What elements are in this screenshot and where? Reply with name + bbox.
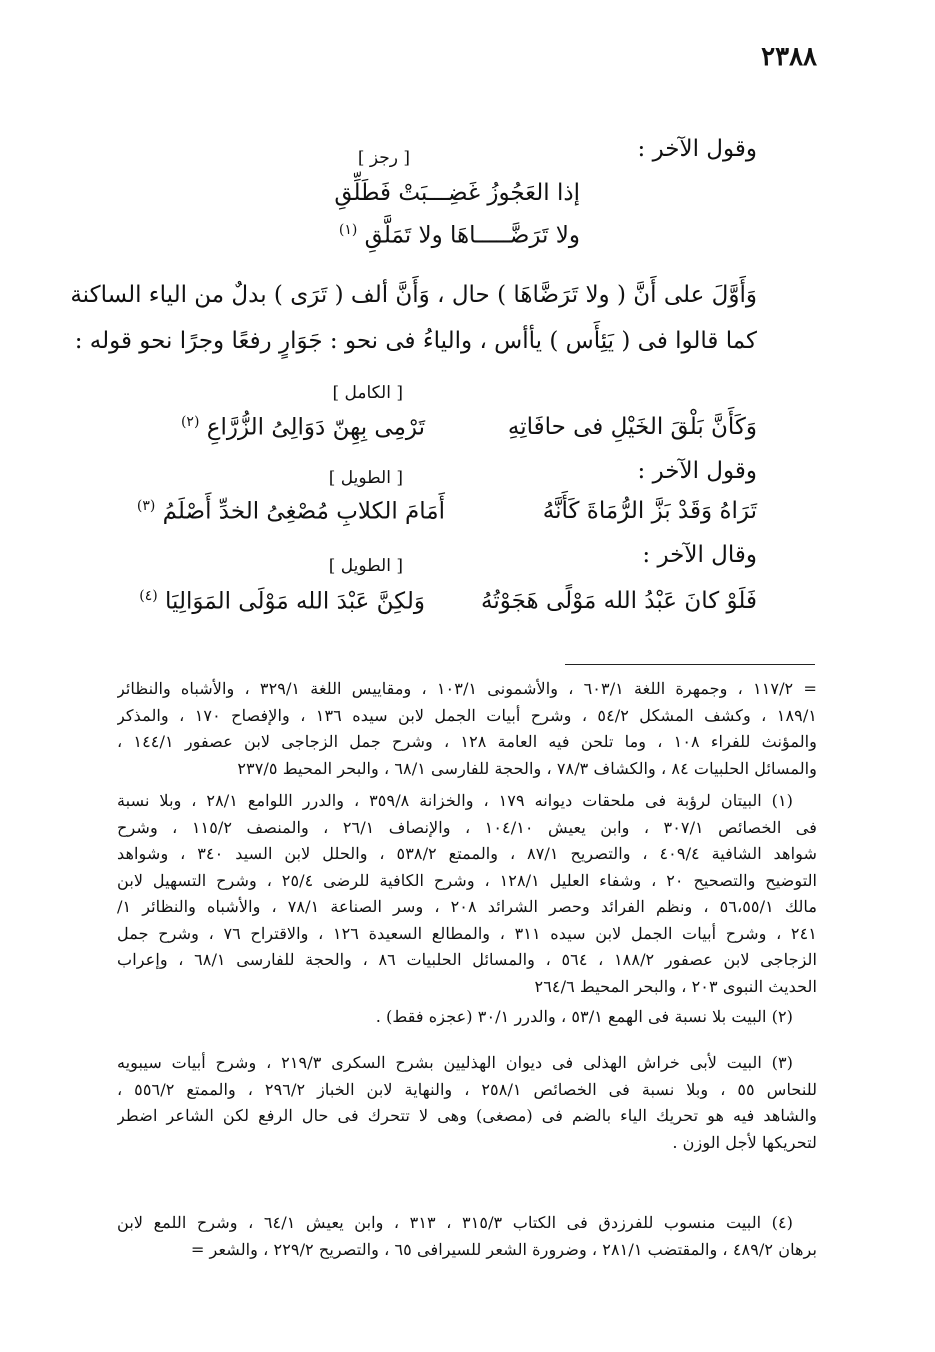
- footnote-line: للنحاس ٥٥ ، وبلا نسبة فى الخصائص ٢٥٨/١ ، والنهاية لابن الخباز ٢٩٦/٢ ، والممتع ٥٥٦/٢ ،: [117, 1079, 817, 1099]
- footnote-line: والمسائل الحلبيات ٨٤ ، والكشاف ٧٨/٣ ، والحجة للفارسى ٦٨/١ ، والبحر المحيط ٢٣٧/٥: [237, 758, 817, 778]
- verse4-hemistich1: فَلَوْ كانَ عَبْدُ الله مَوْلًى هَجَوْتُهُ: [481, 588, 757, 614]
- section1-meter: [ رجز ]: [357, 148, 410, 168]
- prose-line2: كما قالوا فى ( يَئِأَس ) يأأس ، والياءُ فى نحو : جَوَارٍ رفعًا وجرًا نحو قوله :: [74, 328, 757, 354]
- footnote-line: (٢) البيت بلا نسبة فى الهمع ٥٣/١ ، والدرر ٣٠/١ (عجزه فقط) .: [375, 1007, 793, 1026]
- footnote-line: ١٨٩/١ ، وكشف المشكل ٥٤/٢ ، وشرح أبيات الجمل لابن سيده ١٣٦ ، والإفصاح ١٧٠ ، والمذكر: [117, 705, 817, 725]
- footnote-line: (٤) البيت منسوب للفرزدق فى الكتاب ٣١٥/٣ ، ٣١٣ ، وابن يعيش ٦٤/١ ، وشرح اللمع لابن: [117, 1213, 793, 1232]
- verse3-intro: وقول الآخر :: [637, 458, 757, 484]
- footnote-line: مالك ٥٦،٥٥/١ ، ونظم الفرائد وحصر الشرائد ٢٠٨ ، وسر الصناعة ٧٨/١ ، والأشباه والنظائر ١/: [117, 897, 817, 916]
- verse2-meter: [ الكامل ]: [332, 383, 403, 403]
- footnote-line: (١) البيتان لرؤبة فى ملحقات ديوانه ١٧٩ ، والخزانة ٣٥٩/٨ ، والدرر اللوامع ٢٨/١ ، وبلا نسبة: [117, 791, 793, 810]
- section1-intro: وقول الآخر :: [637, 136, 757, 162]
- verse2-hemistich2: [181, 414, 425, 441]
- section1-verse-line2: [339, 222, 580, 249]
- verse3-meter: [ الطويل ]: [328, 468, 403, 488]
- verse2-hemistich1: وَكَأَنَّ بَلْقَ الخَيْلِ فى حافَاتِهِ: [507, 414, 757, 440]
- page-number: ٢٣٨٨: [761, 42, 817, 72]
- verse4-hemistich2-text: وَلكِنَّ عَبْدَ الله مَوْلَى المَوَالِيَا: [165, 588, 425, 615]
- verse3-note: (٣): [136, 498, 156, 514]
- footnote-line: ٢٤١ ، وشرح أبيات الجمل لابن سيده ٣١١ ، والمطالع السعيدة ١٢٦ ، والاقتراح ٧٦ ، وشرح جمل: [117, 923, 817, 943]
- section1-verse-line2-text: ولا تَرَضَّـــــاهَا ولا تَمَلَّقِ: [364, 222, 580, 249]
- verse3-hemistich2: [137, 498, 445, 525]
- footnote-line: لتحريكها لأجل الوزن .: [672, 1132, 817, 1152]
- prose-line1: وَأَوَّلَ على أَنَّ ( ولا تَرَضَّاهَا ) حال ، وَأَنَّ ألف ( تَرَى ) بدلٌ من الياء الساكنة: [70, 282, 757, 308]
- footnote-1: [117, 788, 817, 1000]
- footnote-continuation: [117, 676, 817, 782]
- verse4-note: (٤): [139, 588, 158, 604]
- footnote-line: شواهد الشافية ٤٠٩/٤ ، والتصريح ٨٧/١ ، والممتع ٥٣٨/٢ ، والحلل لابن السيد ٣٤٠ ، وشواهد: [117, 844, 817, 863]
- footnote-line: والشاهد فيه هو تحريك الياء بالضم فى (مصغى) وهى لا تتحرك فى حال الرفع لكن الشاعر اضطر: [117, 1106, 817, 1125]
- section1-verse-line1: إذا العَجُوزُ غَضِـــبَتْ فَطَلِّقِ: [334, 180, 580, 206]
- verse3-hemistich1: تَرَاهُ وَقَدْ بَزَّ الرُّمَاةَ كَأَنَّهُ: [542, 498, 757, 524]
- verse4-hemistich2: [139, 588, 425, 615]
- verse4-meter: [ الطويل ]: [328, 556, 403, 576]
- section1-verse-note: (١): [338, 222, 358, 238]
- footnote-line: (٣) البيت لأبى خراش الهذلى فى ديوان الهذليين بشرح السكرى ٢١٩/٣ ، وشرح أبيات سيبويه: [117, 1053, 793, 1072]
- footnote-line: برهان ٤٨٩/٢ ، والمقتضب ٢٨١/١ ، وضرورة الشعر للسيرافى ٦٥ ، والتصريح ٢٢٩/٢ ، والشعر =: [190, 1239, 817, 1259]
- footnote-3: [117, 1050, 817, 1156]
- verse3-hemistich2-text: أَمَامَ الكلابِ مُصْغِىُ الخدِّ أَصْلَمُ: [162, 498, 445, 525]
- footnote-rule: [565, 664, 815, 665]
- footnote-4: [117, 1210, 817, 1263]
- footnote-line: الزجاجى لابن عصفور ١٨٨/٢ ، ٥٦٤ ، والمسائل الحلبيات ٨٦ ، والحجة للفارسى ٦٨/١ ، وإعراب: [117, 950, 817, 969]
- verse2-hemistich2-text: تَرْمِى بِهِنّ دَوَالِىُ الزُّرَّاعِ: [206, 414, 425, 441]
- footnote-line: فى الخصائص ٣٠٧/١ ، وابن يعيش ١٠٤/١٠ ، والإنصاف ٢٦/١ ، والمنصف ١١٥/٢ ، وشرح: [117, 817, 817, 837]
- footnote-2: [117, 1004, 817, 1031]
- footnote-line: الحديث النبوى ٢٠٣ ، والبحر المحيط ٢٦٤/٦: [534, 976, 817, 996]
- footnote-line: والمؤنث للفراء ١٠٨ ، وما تلحن فيه العامة ١٢٨ ، وشرح جمل الزجاجى لابن عصفور ١٤٤/١ ،: [117, 732, 817, 751]
- verse4-intro: وقال الآخر :: [642, 542, 757, 568]
- footnote-line: = ١١٧/٢ ، وجمهرة اللغة ٦٠٣/١ ، والأشمونى ١٠٣/١ ، ومقاييس اللغة ٣٢٩/١ ، والأشباه والنظائر: [117, 679, 817, 698]
- footnote-line: التوضيح والتصحيح ٢٠ ، وشفاء العليل ١٢٨/١ ، وشرح الكافية للرضى ٢٥/٤ ، وشرح التسهيل لابن: [117, 870, 817, 890]
- verse2-note: (٢): [180, 414, 200, 430]
